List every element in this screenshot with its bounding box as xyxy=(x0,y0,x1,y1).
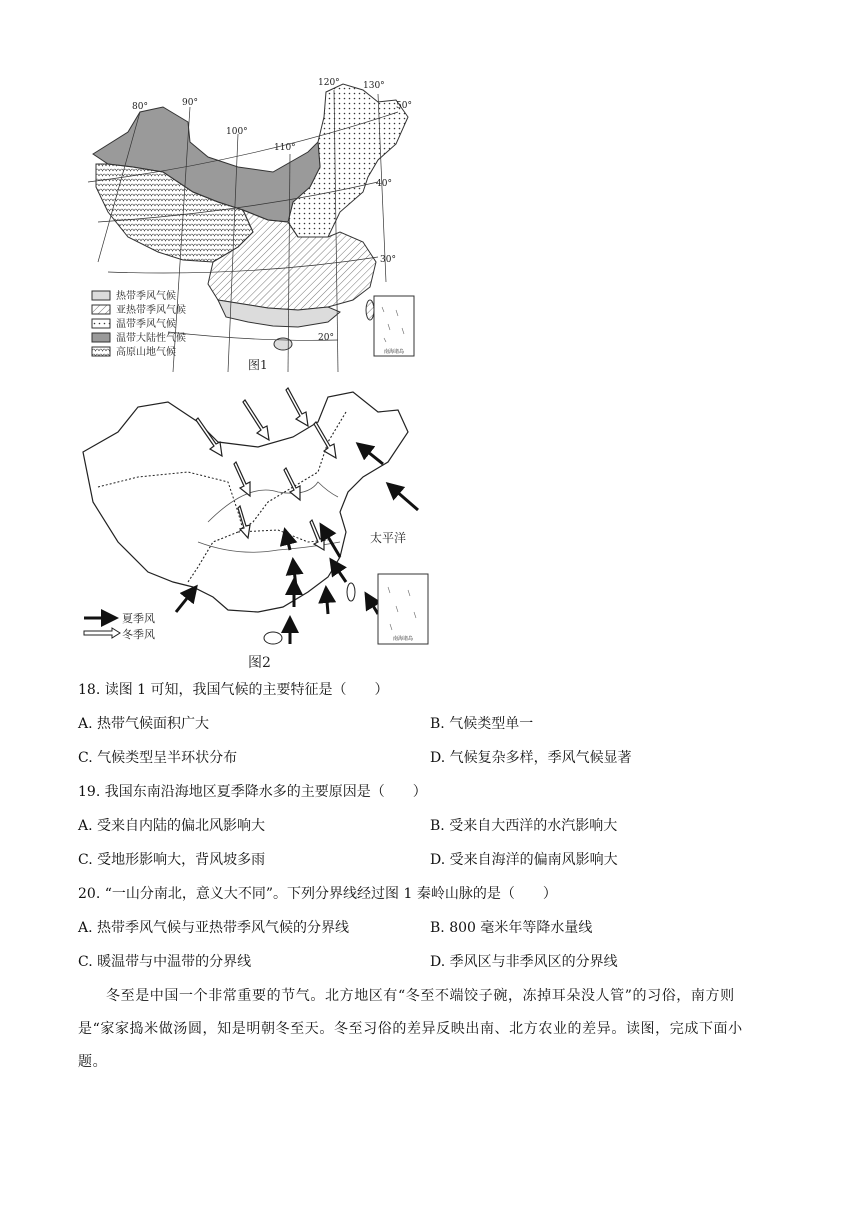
summer-arrow xyxy=(358,444,383,464)
legend-label: 高原山地气候 xyxy=(116,347,176,358)
question-20-option-d[interactable]: D. 季风区与非季风区的分界线 xyxy=(430,954,618,970)
question-18-option-a[interactable]: A. 热带气候面积广大 xyxy=(78,716,210,732)
question-19-option-d[interactable]: D. 受来自海洋的偏南风影响大 xyxy=(430,852,618,868)
taiwan-island xyxy=(347,583,355,601)
legend-swatch-temperate-continental xyxy=(92,333,110,342)
longitude-label: 100° xyxy=(226,127,248,137)
ocean-label: 太平洋 xyxy=(370,531,407,545)
figure-1-climate-map xyxy=(78,72,428,382)
question-18-option-b[interactable]: B. 气候类型单一 xyxy=(430,716,534,732)
reading-passage: 冬至是中国一个非常重要的节气。北方地区有“冬至不端饺子碗，冻掉耳朵没人管”的习俗，南方则是“家家捣米做汤圆，知是明朝冬至天。冬至习俗的差异反映出南、北方农业的差异。读图，完成下面小题。 xyxy=(78,988,743,1070)
winter-arrow xyxy=(196,418,222,456)
legend-winter-arrow xyxy=(84,628,120,638)
legend-label: 冬季风 xyxy=(122,628,155,641)
question-20-option-a[interactable]: A. 热带季风气候与亚热带季风气候的分界线 xyxy=(78,920,350,936)
longitude-label: 110° xyxy=(274,143,296,153)
legend-label: 夏季风 xyxy=(122,612,155,625)
longitude-label: 120° xyxy=(318,78,340,88)
winter-arrow xyxy=(286,388,308,426)
legend-swatch-subtropical xyxy=(92,305,110,314)
summer-arrow xyxy=(366,594,378,614)
summer-arrow xyxy=(285,530,290,550)
figure-2-monsoon-map xyxy=(78,382,438,672)
longitude-label: 90° xyxy=(182,98,198,108)
figure-1-legend xyxy=(92,289,186,358)
legend-label: 亚热带季风气候 xyxy=(116,305,186,316)
legend-label: 温带大陆性气候 xyxy=(116,333,186,344)
summer-arrow xyxy=(326,588,328,614)
longitude-label: 80° xyxy=(132,102,148,112)
inset-label: 南海诸岛 xyxy=(392,636,414,642)
latitude-label: 40° xyxy=(376,179,392,189)
question-20-option-b[interactable]: B. 800 毫米年等降水量线 xyxy=(430,920,593,936)
question-18-option-d[interactable]: D. 气候复杂多样，季风气候显著 xyxy=(430,750,632,766)
question-20-option-c[interactable]: C. 暖温带与中温带的分界线 xyxy=(78,954,252,970)
south-china-sea-inset xyxy=(378,574,428,644)
plateau-boundary-line xyxy=(98,472,243,530)
winter-arrow xyxy=(284,468,300,500)
south-china-sea-inset xyxy=(374,296,414,356)
china-outline xyxy=(83,392,408,612)
winter-arrow xyxy=(243,400,269,440)
latitude-label: 50° xyxy=(396,101,412,111)
question-19-option-a[interactable]: A. 受来自内陆的偏北风影响大 xyxy=(78,818,266,834)
figure-2-legend xyxy=(84,611,155,641)
latitude-label: 30° xyxy=(380,255,396,265)
question-18-stem: 18. 读图 1 可知，我国气候的主要特征是（ ） xyxy=(78,682,389,698)
summer-arrow xyxy=(388,484,418,510)
legend-swatch-plateau xyxy=(92,347,110,356)
winter-monsoon-arrows xyxy=(196,388,336,550)
summer-arrow xyxy=(331,560,346,582)
longitude-label: 130° xyxy=(363,81,385,91)
taiwan-island xyxy=(366,300,374,320)
question-20-stem: 20. “一山分南北，意义大不同”。下列分界线经过图 1 秦岭山脉的是（ ） xyxy=(78,886,557,902)
question-19-option-c[interactable]: C. 受地形影响大，背风坡多雨 xyxy=(78,852,266,868)
summer-arrow xyxy=(176,587,196,612)
winter-arrow xyxy=(238,506,250,538)
legend-label: 温带季风气候 xyxy=(116,319,176,330)
legend-label: 热带季风气候 xyxy=(116,291,176,302)
latitude-label: 20° xyxy=(318,333,334,343)
question-19-stem: 19. 我国东南沿海地区夏季降水多的主要原因是（ ） xyxy=(78,784,427,800)
yellow-river xyxy=(208,482,338,522)
question-18-option-c[interactable]: C. 气候类型呈半环状分布 xyxy=(78,750,238,766)
inset-label: 南海诸岛 xyxy=(383,349,405,355)
winter-arrow xyxy=(234,462,250,496)
legend-swatch-tropical xyxy=(92,291,110,300)
figure-1-caption: 图1 xyxy=(248,358,268,372)
question-19-option-b[interactable]: B. 受来自大西洋的水汽影响大 xyxy=(430,818,618,834)
hainan-island xyxy=(264,632,282,644)
figure-2-caption: 图2 xyxy=(248,655,271,671)
legend-swatch-temperate-monsoon xyxy=(92,319,110,328)
